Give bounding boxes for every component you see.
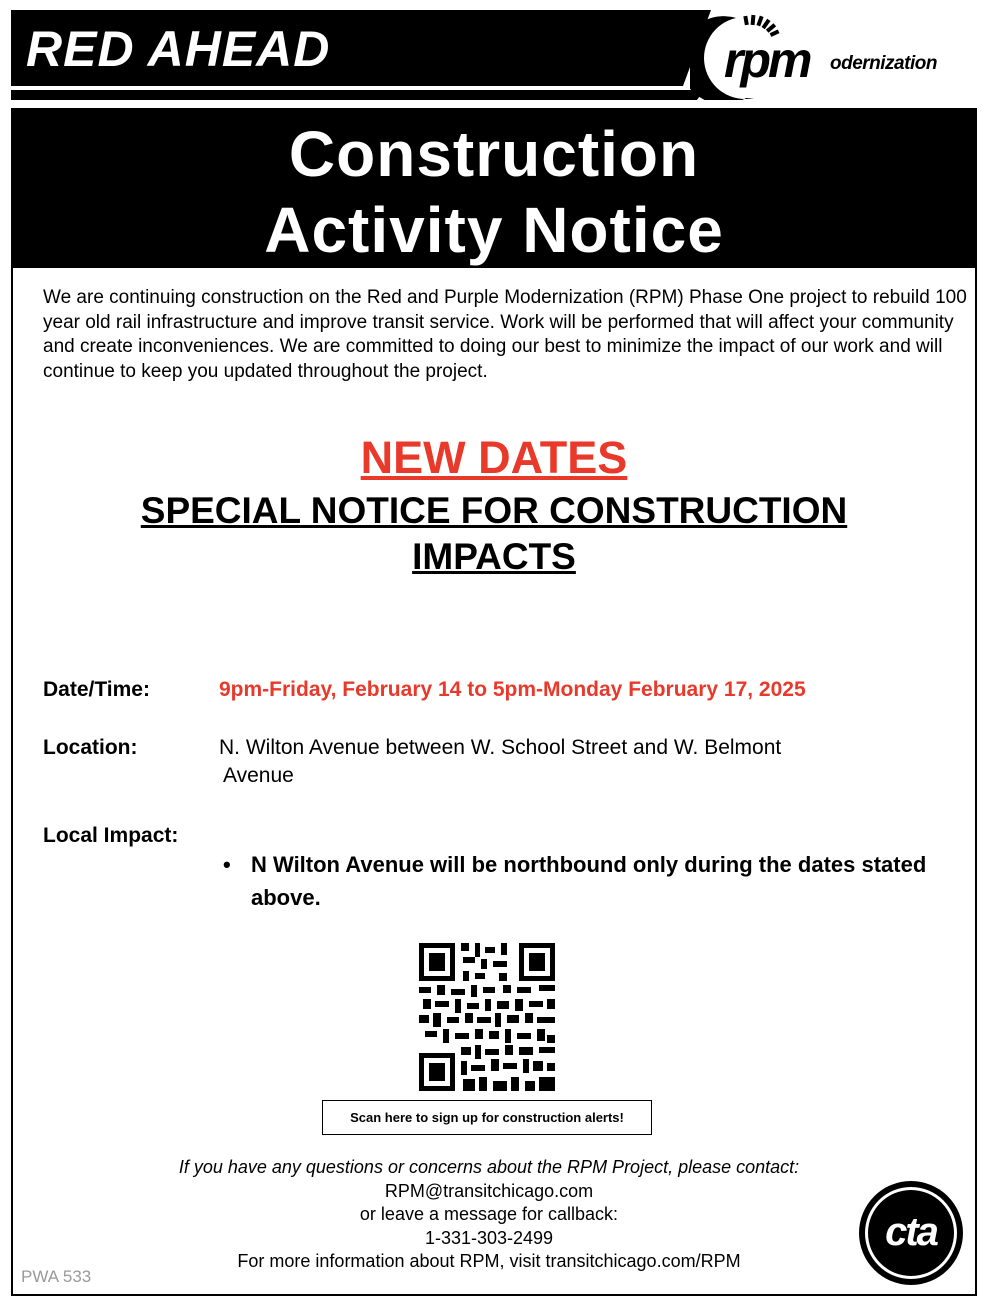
location-label: Location: xyxy=(43,736,138,759)
location-line1: N. Wilton Avenue between W. School Street and W. Belmont xyxy=(219,736,782,759)
impact-list-item xyxy=(219,848,949,914)
contact-intro: If you have any questions or concerns about the RPM Project, please contact: xyxy=(178,1157,800,1177)
location-line2: Avenue xyxy=(223,764,294,787)
bullet-icon: • xyxy=(223,852,231,877)
contact-phone[interactable]: 1-331-303-2499 xyxy=(424,1227,554,1248)
contact-more-info: For more information about RPM, visit transitchicago.com/RPM xyxy=(237,1251,741,1271)
contact-email[interactable]: RPM@transitchicago.com xyxy=(384,1180,594,1201)
header-stripe xyxy=(11,90,711,100)
rpm-modernization-logo xyxy=(690,10,970,100)
datetime-value: 9pm-Friday, February 14 to 5pm-Monday February 17, 2025 xyxy=(219,678,806,701)
notice-title-line1: Construction xyxy=(288,118,700,190)
notice-title-line2: Activity Notice xyxy=(264,194,724,266)
scan-signup-label: Scan here to sign up for construction alerts! xyxy=(322,1100,652,1135)
special-notice-line1: SPECIAL NOTICE FOR CONSTRUCTION xyxy=(140,490,848,531)
rpm-logo-suffix: odernization xyxy=(830,53,937,74)
intro-paragraph: We are continuing construction on the Red and Purple Modernization (RPM) Phase One project to rebuild 100 year old rail infrastructure and improve transit service. Work will be performed that will affect your community and create inconveniences. We are committed to doing our best to minimize the impact of our work and will continue to keep you updated throughout the project. xyxy=(43,287,967,382)
red-ahead-logo-text-part2: AHEAD xyxy=(147,21,331,77)
contact-callback: or leave a message for callback: xyxy=(359,1204,619,1224)
title-block xyxy=(13,110,975,268)
rpm-logo-text: rpm xyxy=(724,32,810,88)
notice-frame xyxy=(11,108,977,1296)
document-code: PWA 533 xyxy=(21,1267,92,1286)
new-dates-heading: NEW DATES xyxy=(360,432,628,483)
cta-logo xyxy=(858,1180,964,1286)
notice-title xyxy=(13,116,975,268)
special-notice-heading xyxy=(113,488,875,580)
datetime-label: Date/Time: xyxy=(43,678,150,701)
qr-code-icon xyxy=(419,943,555,1091)
local-impact-label: Local Impact: xyxy=(43,824,179,847)
special-notice-line2: IMPACTS xyxy=(412,536,576,577)
location-value xyxy=(219,734,919,790)
red-ahead-logo-text-part1: RED xyxy=(26,21,148,77)
contact-block xyxy=(13,1156,965,1274)
qr-code[interactable] xyxy=(419,943,555,1091)
impact-item-text: N Wilton Avenue will be northbound only during the dates stated above. xyxy=(251,852,927,910)
cta-logo-text: cta xyxy=(885,1210,937,1254)
red-ahead-logo xyxy=(26,18,330,80)
